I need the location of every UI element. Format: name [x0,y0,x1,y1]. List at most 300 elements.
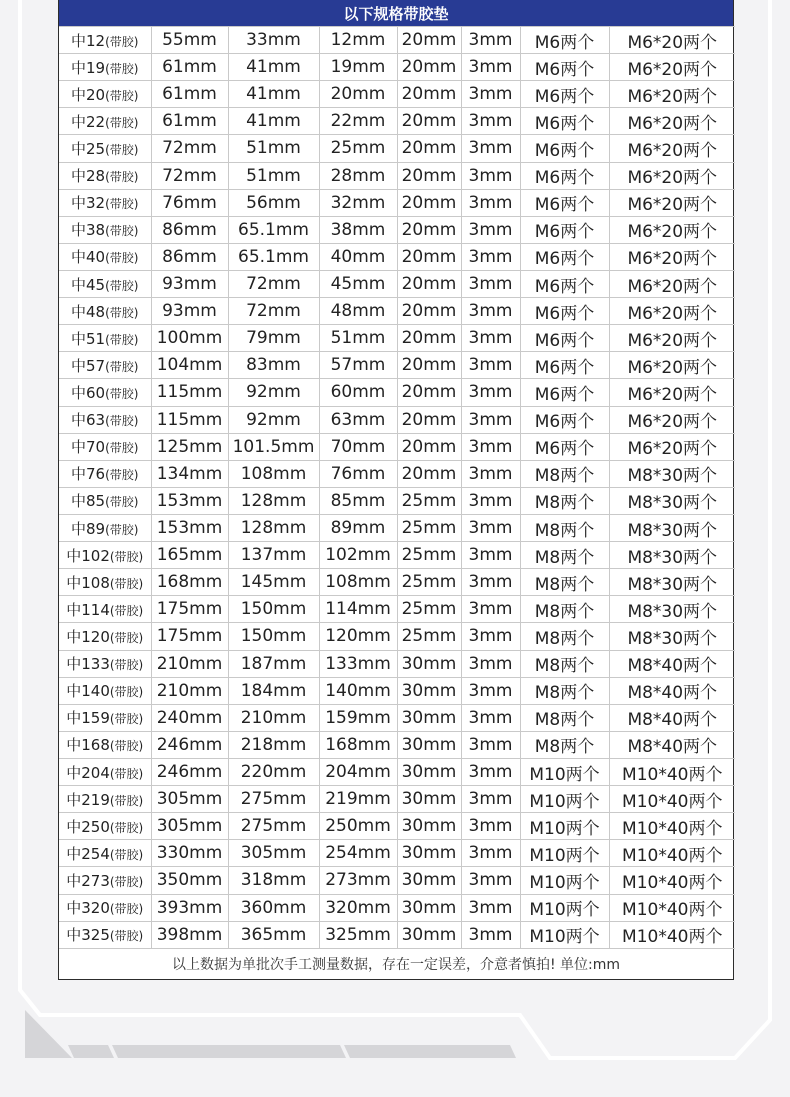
table-row [59,352,735,379]
cell-nut: M6两个 [520,406,609,433]
cell-width: 20mm [397,162,461,189]
cell-width: 20mm [397,460,461,487]
cell-hole-spacing: 275mm [228,813,319,840]
cell-thickness: 3mm [461,569,520,596]
cell-outer-length: 398mm [151,921,228,948]
model-suffix: (带胶) [109,793,144,808]
cell-thickness: 3mm [461,813,520,840]
cell-outer-length: 125mm [151,433,228,460]
table-row [59,270,735,297]
cell-bolt: M10*40两个 [609,840,735,867]
cell-model [59,135,151,162]
cell-bolt: M10*40两个 [609,813,735,840]
cell-bolt: M10*40两个 [609,786,735,813]
model-suffix: (带胶) [105,278,139,293]
cell-nut: M8两个 [520,677,609,704]
model-suffix: (带胶) [109,739,144,754]
table-row [59,813,735,840]
cell-inner-diameter: 159mm [319,704,397,731]
cell-bolt: M6*20两个 [609,189,735,216]
model-label: 中63 [71,411,106,430]
cell-bolt: M8*40两个 [609,677,735,704]
model-label: 中325 [66,926,110,945]
model-label: 中254 [66,844,110,863]
cell-bolt: M8*30两个 [609,596,735,623]
cell-hole-spacing: 137mm [228,542,319,569]
cell-inner-diameter: 12mm [319,27,397,54]
cell-width: 20mm [397,81,461,108]
cell-inner-diameter: 168mm [319,731,397,758]
cell-inner-diameter: 48mm [319,298,397,325]
cell-hole-spacing: 92mm [228,379,319,406]
cell-outer-length: 393mm [151,894,228,921]
model-label: 中250 [66,817,110,836]
cell-inner-diameter: 250mm [319,813,397,840]
model-suffix: (带胶) [109,820,144,835]
cell-thickness: 3mm [461,189,520,216]
cell-bolt: M6*20两个 [609,162,735,189]
cell-hole-spacing: 184mm [228,677,319,704]
sheet-header [59,0,733,26]
cell-width: 25mm [397,596,461,623]
cell-bolt: M8*30两个 [609,542,735,569]
model-label: 中102 [66,546,110,565]
cell-nut: M10两个 [520,840,609,867]
cell-hole-spacing: 220mm [228,758,319,785]
cell-thickness: 3mm [461,379,520,406]
cell-outer-length: 115mm [151,379,228,406]
cell-nut: M8两个 [520,596,609,623]
cell-bolt: M8*40两个 [609,704,735,731]
cell-nut: M6两个 [520,298,609,325]
table-row [59,189,735,216]
cell-width: 20mm [397,243,461,270]
cell-outer-length: 305mm [151,813,228,840]
model-label: 中159 [66,709,110,728]
cell-bolt: M6*20两个 [609,27,735,54]
cell-thickness: 3mm [461,406,520,433]
cell-thickness: 3mm [461,704,520,731]
cell-hole-spacing: 108mm [228,460,319,487]
model-label: 中320 [66,899,110,918]
cell-nut: M8两个 [520,704,609,731]
model-label: 中51 [71,329,106,348]
model-suffix: (带胶) [105,224,139,239]
cell-inner-diameter: 38mm [319,216,397,243]
cell-nut: M8两个 [520,569,609,596]
cell-outer-length: 168mm [151,569,228,596]
model-label: 中12 [71,31,106,50]
table-row [59,758,735,785]
model-label: 中40 [71,248,106,267]
model-suffix: (带胶) [105,359,139,374]
cell-thickness: 3mm [461,840,520,867]
model-label: 中22 [71,112,106,131]
cell-thickness: 3mm [461,108,520,135]
cell-inner-diameter: 108mm [319,569,397,596]
model-suffix: (带胶) [109,712,144,727]
cell-thickness: 3mm [461,731,520,758]
cell-model [59,894,151,921]
cell-nut: M10两个 [520,758,609,785]
cell-outer-length: 175mm [151,623,228,650]
cell-hole-spacing: 51mm [228,162,319,189]
cell-thickness: 3mm [461,270,520,297]
cell-hole-spacing: 101.5mm [228,433,319,460]
cell-width: 30mm [397,650,461,677]
cell-nut: M6两个 [520,325,609,352]
cell-width: 30mm [397,867,461,894]
cell-model [59,921,151,948]
cell-thickness: 3mm [461,487,520,514]
spec-table [59,26,735,949]
cell-outer-length: 72mm [151,162,228,189]
table-row [59,867,735,894]
cell-bolt: M8*40两个 [609,650,735,677]
model-suffix: (带胶) [105,251,139,266]
footer-note-text: 以上数据为单批次手工测量数据，存在一定误差，介意者慎拍! 单位:mm [171,957,621,973]
cell-bolt: M6*20两个 [609,325,735,352]
cell-nut: M6两个 [520,243,609,270]
table-row [59,406,735,433]
cell-outer-length: 210mm [151,677,228,704]
cell-outer-length: 115mm [151,406,228,433]
cell-bolt: M6*20两个 [609,406,735,433]
cell-model [59,514,151,541]
cell-nut: M6两个 [520,81,609,108]
cell-thickness: 3mm [461,786,520,813]
model-label: 中70 [71,438,106,457]
model-suffix: (带胶) [105,170,139,185]
cell-nut: M6两个 [520,216,609,243]
cell-width: 25mm [397,569,461,596]
cell-hole-spacing: 128mm [228,487,319,514]
table-row [59,54,735,81]
cell-bolt: M6*20两个 [609,216,735,243]
model-suffix: (带胶) [105,115,139,130]
model-label: 中32 [71,194,106,213]
model-label: 中60 [71,383,106,402]
cell-inner-diameter: 60mm [319,379,397,406]
cell-hole-spacing: 150mm [228,596,319,623]
cell-width: 25mm [397,514,461,541]
cell-width: 30mm [397,758,461,785]
cell-nut: M6两个 [520,108,609,135]
cell-hole-spacing: 145mm [228,569,319,596]
cell-thickness: 3mm [461,921,520,948]
cell-model [59,379,151,406]
cell-bolt: M6*20两个 [609,108,735,135]
cell-width: 20mm [397,54,461,81]
cell-nut: M6两个 [520,27,609,54]
model-suffix: (带胶) [105,88,139,103]
cell-model [59,623,151,650]
spec-table-body [59,27,735,949]
model-label: 中114 [66,600,110,619]
cell-bolt: M8*30两个 [609,460,735,487]
cell-thickness: 3mm [461,677,520,704]
model-suffix: (带胶) [109,902,144,917]
cell-model [59,27,151,54]
cell-outer-length: 240mm [151,704,228,731]
cell-outer-length: 76mm [151,189,228,216]
cell-width: 30mm [397,840,461,867]
cell-model [59,487,151,514]
corner-stripe [25,1010,72,1058]
model-suffix: (带胶) [105,386,139,401]
cell-outer-length: 305mm [151,786,228,813]
cell-bolt: M8*30两个 [609,623,735,650]
cell-model [59,460,151,487]
cell-thickness: 3mm [461,216,520,243]
model-suffix: (带胶) [105,197,139,212]
cell-inner-diameter: 320mm [319,894,397,921]
model-label: 中25 [71,139,106,158]
model-suffix: (带胶) [109,685,144,700]
cell-inner-diameter: 70mm [319,433,397,460]
table-row [59,650,735,677]
table-row [59,243,735,270]
cell-inner-diameter: 204mm [319,758,397,785]
cell-model [59,596,151,623]
table-row [59,786,735,813]
cell-nut: M6两个 [520,433,609,460]
cell-bolt: M8*30两个 [609,514,735,541]
cell-nut: M8两个 [520,731,609,758]
cell-hole-spacing: 365mm [228,921,319,948]
cell-bolt: M10*40两个 [609,867,735,894]
cell-outer-length: 100mm [151,325,228,352]
model-label: 中89 [71,519,106,538]
cell-nut: M6两个 [520,352,609,379]
cell-hole-spacing: 305mm [228,840,319,867]
cell-outer-length: 165mm [151,542,228,569]
cell-hole-spacing: 79mm [228,325,319,352]
cell-hole-spacing: 210mm [228,704,319,731]
stripe-3 [344,1045,516,1058]
table-row [59,81,735,108]
cell-outer-length: 134mm [151,460,228,487]
model-label: 中85 [71,492,106,511]
cell-thickness: 3mm [461,433,520,460]
cell-bolt: M6*20两个 [609,298,735,325]
cell-outer-length: 86mm [151,216,228,243]
cell-hole-spacing: 128mm [228,514,319,541]
cell-thickness: 3mm [461,135,520,162]
cell-inner-diameter: 114mm [319,596,397,623]
cell-inner-diameter: 85mm [319,487,397,514]
cell-model [59,270,151,297]
cell-model [59,243,151,270]
cell-bolt: M6*20两个 [609,270,735,297]
cell-outer-length: 153mm [151,487,228,514]
cell-model [59,650,151,677]
model-label: 中48 [71,302,106,321]
cell-hole-spacing: 150mm [228,623,319,650]
model-label: 中20 [71,85,106,104]
cell-bolt: M6*20两个 [609,135,735,162]
cell-outer-length: 61mm [151,81,228,108]
cell-thickness: 3mm [461,596,520,623]
cell-inner-diameter: 19mm [319,54,397,81]
cell-hole-spacing: 72mm [228,270,319,297]
model-label: 中219 [66,790,110,809]
cell-thickness: 3mm [461,514,520,541]
cell-inner-diameter: 63mm [319,406,397,433]
cell-model [59,81,151,108]
cell-outer-length: 246mm [151,758,228,785]
cell-nut: M6两个 [520,379,609,406]
model-suffix: (带胶) [105,414,139,429]
cell-bolt: M6*20两个 [609,54,735,81]
table-row [59,379,735,406]
model-label: 中76 [71,465,106,484]
cell-hole-spacing: 41mm [228,81,319,108]
cell-hole-spacing: 72mm [228,298,319,325]
cell-thickness: 3mm [461,542,520,569]
cell-hole-spacing: 65.1mm [228,216,319,243]
cell-width: 30mm [397,813,461,840]
cell-bolt: M6*20两个 [609,379,735,406]
cell-width: 20mm [397,433,461,460]
cell-inner-diameter: 102mm [319,542,397,569]
table-row [59,433,735,460]
model-suffix: (带胶) [109,549,144,564]
cell-model [59,162,151,189]
cell-model [59,108,151,135]
cell-outer-length: 104mm [151,352,228,379]
model-suffix: (带胶) [105,34,139,49]
cell-bolt: M8*30两个 [609,569,735,596]
cell-nut: M6两个 [520,135,609,162]
cell-thickness: 3mm [461,27,520,54]
cell-hole-spacing: 360mm [228,894,319,921]
cell-outer-length: 153mm [151,514,228,541]
cell-bolt: M8*30两个 [609,487,735,514]
model-suffix: (带胶) [105,142,139,157]
table-row [59,921,735,948]
model-suffix: (带胶) [105,305,139,320]
cell-model [59,542,151,569]
cell-width: 20mm [397,135,461,162]
cell-inner-diameter: 28mm [319,162,397,189]
model-suffix: (带胶) [109,658,144,673]
cell-hole-spacing: 65.1mm [228,243,319,270]
cell-thickness: 3mm [461,894,520,921]
cell-bolt: M6*20两个 [609,433,735,460]
cell-inner-diameter: 133mm [319,650,397,677]
cell-width: 20mm [397,352,461,379]
cell-outer-length: 246mm [151,731,228,758]
model-label: 中19 [71,58,106,77]
table-row [59,840,735,867]
model-label: 中57 [71,356,106,375]
table-row [59,569,735,596]
table-row [59,325,735,352]
cell-model [59,867,151,894]
cell-width: 20mm [397,406,461,433]
cell-bolt: M6*20两个 [609,352,735,379]
cell-width: 20mm [397,325,461,352]
cell-nut: M10两个 [520,786,609,813]
cell-inner-diameter: 45mm [319,270,397,297]
table-row [59,514,735,541]
cell-thickness: 3mm [461,325,520,352]
model-suffix: (带胶) [109,929,144,944]
cell-hole-spacing: 51mm [228,135,319,162]
cell-thickness: 3mm [461,867,520,894]
cell-inner-diameter: 40mm [319,243,397,270]
cell-hole-spacing: 41mm [228,54,319,81]
cell-bolt: M8*40两个 [609,731,735,758]
cell-hole-spacing: 41mm [228,108,319,135]
cell-inner-diameter: 325mm [319,921,397,948]
table-row [59,162,735,189]
cell-width: 20mm [397,189,461,216]
cell-thickness: 3mm [461,623,520,650]
cell-model [59,298,151,325]
cell-model [59,758,151,785]
stripe-2 [112,1045,346,1058]
cell-hole-spacing: 275mm [228,786,319,813]
cell-inner-diameter: 254mm [319,840,397,867]
cell-thickness: 3mm [461,650,520,677]
cell-nut: M6两个 [520,270,609,297]
cell-width: 20mm [397,216,461,243]
table-row [59,135,735,162]
cell-outer-length: 210mm [151,650,228,677]
cell-model [59,189,151,216]
cell-nut: M6两个 [520,189,609,216]
table-row [59,216,735,243]
cell-outer-length: 61mm [151,54,228,81]
spec-sheet [58,0,734,980]
table-row [59,677,735,704]
model-suffix: (带胶) [105,441,139,456]
cell-model [59,704,151,731]
model-label: 中133 [66,655,110,674]
model-label: 中45 [71,275,106,294]
cell-model [59,813,151,840]
cell-nut: M8两个 [520,650,609,677]
cell-hole-spacing: 187mm [228,650,319,677]
cell-width: 30mm [397,677,461,704]
cell-thickness: 3mm [461,243,520,270]
cell-hole-spacing: 92mm [228,406,319,433]
cell-bolt: M6*20两个 [609,81,735,108]
model-suffix: (带胶) [105,468,139,483]
model-suffix: (带胶) [109,847,144,862]
cell-model [59,786,151,813]
cell-width: 25mm [397,623,461,650]
cell-width: 30mm [397,921,461,948]
model-label: 中108 [66,573,110,592]
model-suffix: (带胶) [109,603,144,618]
model-label: 中38 [71,221,106,240]
footer-note [59,950,733,978]
cell-nut: M6两个 [520,54,609,81]
header-title: 以下规格带胶垫 [343,4,449,23]
cell-thickness: 3mm [461,162,520,189]
cell-nut: M8两个 [520,514,609,541]
cell-model [59,433,151,460]
cell-width: 30mm [397,731,461,758]
cell-bolt: M6*20两个 [609,243,735,270]
cell-bolt: M10*40两个 [609,921,735,948]
cell-width: 20mm [397,379,461,406]
cell-nut: M10两个 [520,867,609,894]
cell-thickness: 3mm [461,298,520,325]
